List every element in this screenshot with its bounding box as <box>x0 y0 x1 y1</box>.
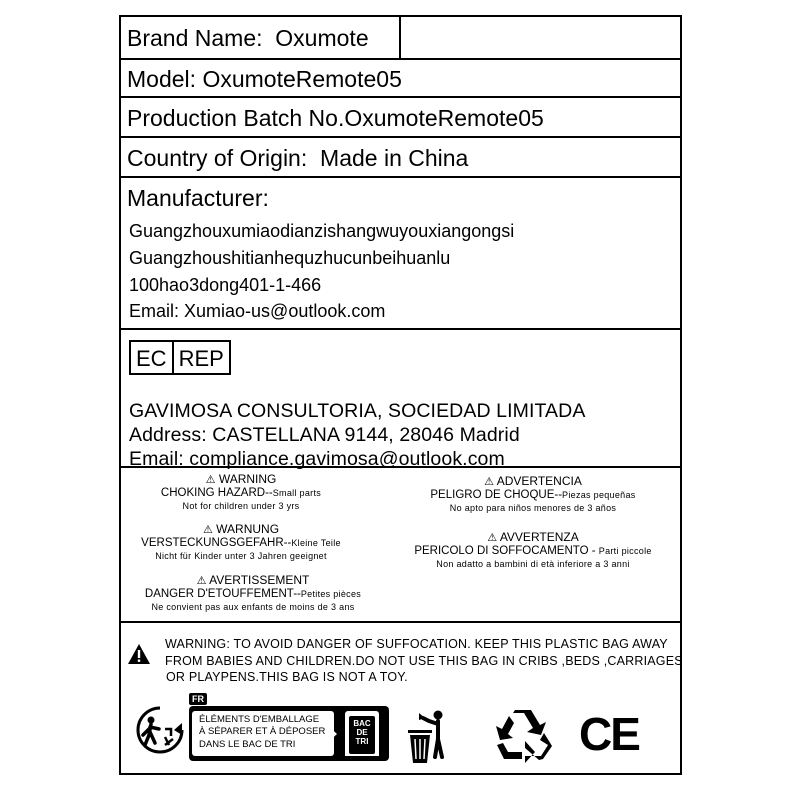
warning-main <box>405 545 661 559</box>
origin-label: Country of Origin: <box>127 145 308 171</box>
ec-rep-email: Email: compliance.gavimosa@outlook.com <box>129 448 505 470</box>
warnings-row <box>121 468 680 623</box>
ec-rep-row <box>121 330 680 468</box>
batch-value: OxumoteRemote05 <box>344 105 544 131</box>
batch-label: Production Batch No. <box>127 105 345 131</box>
info-tri-panel <box>189 706 389 761</box>
batch-row <box>121 98 680 138</box>
warning-title-text: WARNUNG <box>216 522 280 536</box>
bag-warning-line: FROM BABIES AND CHILDREN.DO NOT USE THIS BAG IN CRIBS ,BEDS ,CARRIAGES <box>165 653 683 668</box>
warning-main-text: DANGER D'ETOUFFEMENT-- <box>144 587 301 600</box>
warning-title <box>405 474 661 489</box>
manufacturer-line: Guangzhouxumiaodianzishangwuyouxiangongsi <box>129 221 515 241</box>
model-value: OxumoteRemote05 <box>202 66 402 92</box>
warning-main <box>121 487 361 501</box>
bin-icon <box>345 711 379 756</box>
brand-row <box>121 17 680 60</box>
batch-text <box>127 107 544 130</box>
ec-rep-company: GAVIMOSA CONSULTORIA, SOCIEDAD LIMITADA <box>129 400 586 422</box>
warning-main <box>405 489 661 503</box>
manufacturer-email: Email: Xumiao-us@outlook.com <box>129 301 386 321</box>
warning-main-small: Kleine Teile <box>291 537 341 548</box>
ec-text: EC <box>136 346 167 371</box>
recycle-icon <box>491 707 553 765</box>
info-tri-line: DANS LE BAC DE TRI <box>199 738 296 750</box>
warning-es <box>405 474 661 513</box>
warning-triangle-icon: ⚠ <box>196 575 207 587</box>
warning-it <box>405 530 661 569</box>
warning-title-text: AVVERTENZA <box>499 530 579 544</box>
ce-mark-icon: CE <box>579 708 639 760</box>
info-tri-box <box>189 693 391 761</box>
brand-label: Brand Name: <box>127 25 263 51</box>
warning-sub: Not for children under 3 yrs <box>182 500 300 511</box>
bin-text: DE <box>356 728 368 738</box>
model-label: Model: <box>127 66 197 92</box>
bin-text: BAC <box>353 719 371 728</box>
manufacturer-line: Guangzhoushitianhequzhucunbeihuanlu <box>129 248 451 268</box>
origin-value: Made in China <box>320 145 469 171</box>
trash-person-icon <box>405 709 449 765</box>
model-text <box>127 68 402 91</box>
warning-title-text: AVERTISSEMENT <box>209 573 310 587</box>
info-tri-line: ÉLÉMENTS D'EMBALLAGE <box>199 714 320 725</box>
model-row <box>121 60 680 98</box>
warning-main-small: Parti piccole <box>598 545 652 556</box>
brand-text <box>127 27 369 50</box>
brand-cell <box>121 17 401 58</box>
bag-warning-text <box>165 636 683 686</box>
warning-sub: Non adatto a bambini di età inferiore a 3 anni <box>436 558 630 569</box>
origin-row <box>121 138 680 178</box>
warning-main-small: Piezas pequeñas <box>562 489 636 500</box>
fr-tag: FR <box>189 693 207 705</box>
bag-warning-line: OR PLAYPENS.THIS BAG IS NOT A TOY. <box>166 670 408 684</box>
warning-main <box>121 537 361 551</box>
warning-main-text: CHOKING HAZARD-- <box>160 486 273 499</box>
bin-body <box>349 716 375 754</box>
info-tri-textbox <box>192 711 334 756</box>
warning-main-small: Petites pièces <box>300 588 362 599</box>
warning-title-text: ADVERTENCIA <box>496 474 582 488</box>
warning-sub: No apto para niños menores de 3 años <box>449 502 617 513</box>
product-label <box>119 15 682 775</box>
brand-value: Oxumote <box>275 25 369 51</box>
ec-rep-address: Address: CASTELLANA 9144, 28046 Madrid <box>129 424 520 446</box>
warning-triangle-icon: ⚠ <box>205 474 216 486</box>
info-tri-arrow-icon <box>325 723 337 745</box>
warning-main-text: VERSTECKUNGSGEFAHR-- <box>141 536 292 549</box>
bag-and-icons <box>121 623 683 773</box>
warning-main <box>121 588 385 602</box>
warning-en <box>121 472 361 511</box>
manufacturer-heading: Manufacturer: <box>127 185 269 211</box>
ec-rep-symbol <box>129 340 231 375</box>
warning-sub: Nicht für Kinder unter 3 Jahren geeignet <box>155 550 327 561</box>
manufacturer-line: 100hao3dong401-1-466 <box>129 275 322 295</box>
bag-warning-line: WARNING: TO AVOID DANGER OF SUFFOCATION. KEEP THIS PLASTIC BAG AWAY <box>165 637 668 651</box>
bin-text: TRI <box>355 737 369 747</box>
warning-title-text: WARNING <box>218 472 277 486</box>
warning-triangle-icon: ⚠ <box>202 524 213 536</box>
warning-title <box>121 522 361 537</box>
warning-title <box>121 472 361 487</box>
warning-title <box>121 573 385 588</box>
rep-text: REP <box>172 342 229 373</box>
warning-fr <box>121 573 385 612</box>
warning-main-text: PERICOLO DI SOFFOCAMENTO - <box>414 544 599 557</box>
warning-sub: Ne convient pas aux enfants de moins de 3 ans <box>151 601 355 612</box>
triman-icon <box>135 705 185 755</box>
warning-de <box>121 522 361 561</box>
warning-triangle-icon <box>127 643 151 665</box>
info-tri-line: À SÉPARER ET À DÉPOSER <box>199 726 326 738</box>
warning-main-text: PELIGRO DE CHOQUE-- <box>430 488 563 501</box>
origin-text <box>127 147 468 170</box>
warning-triangle-icon: ⚠ <box>484 476 495 488</box>
warning-triangle-icon: ⚠ <box>487 532 498 544</box>
warning-title <box>405 530 661 545</box>
warning-main-small: Small parts <box>272 487 322 498</box>
manufacturer-row <box>121 178 680 330</box>
